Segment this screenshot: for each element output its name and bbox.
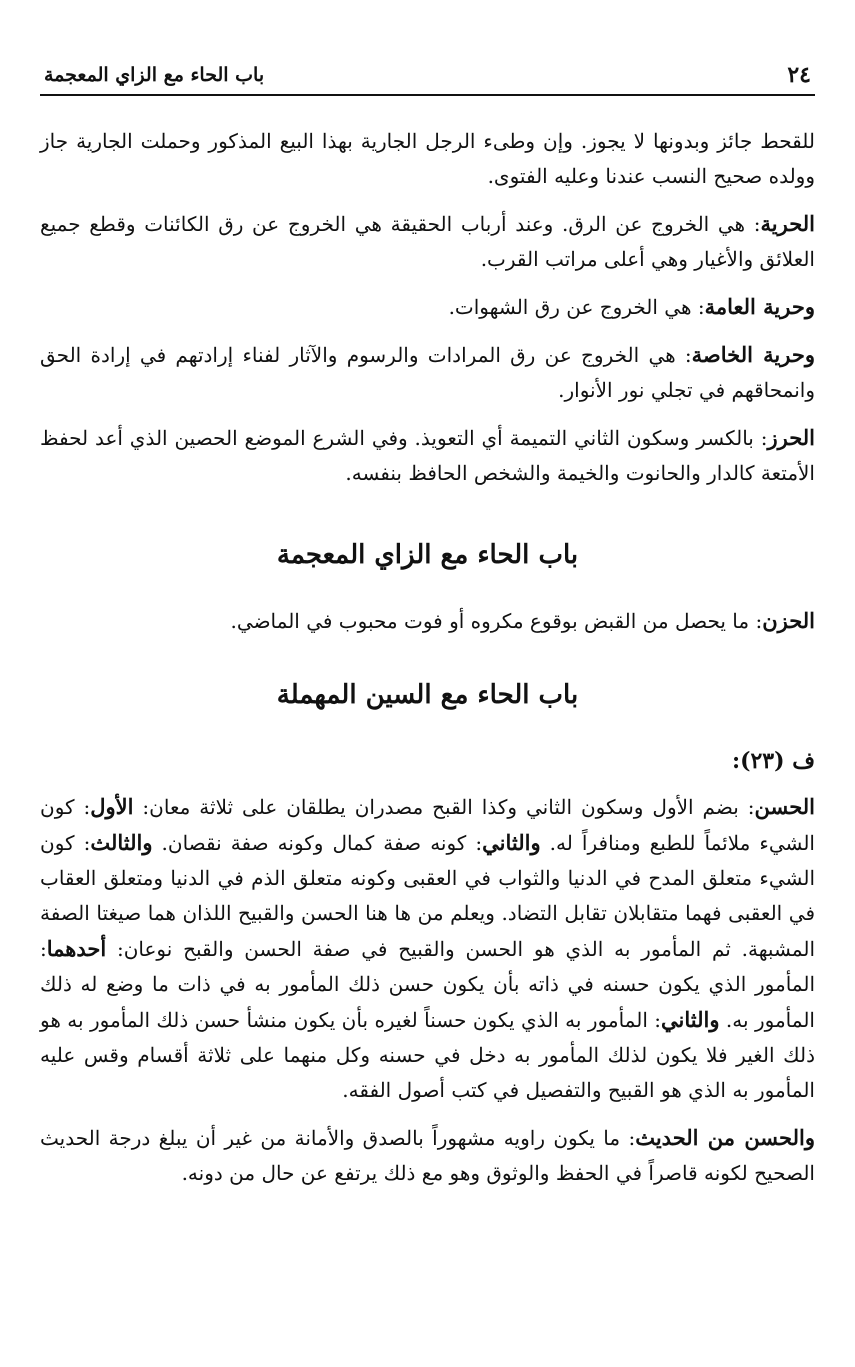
entry-term: وحرية الخاصة (691, 342, 815, 367)
page-header (40, 56, 815, 96)
entry-text: : بضم الأول وسكون الثاني وكذا القبح مصدران يطلقان على ثلاثة معان: (133, 795, 755, 819)
running-title: باب الحاء مع الزاي المعجمة (44, 64, 265, 86)
entry-text: : ما يكون راويه مشهوراً بالصدق والأمانة من غير أن يبلغ درجة الحديث الصحيح لكونه قاصراً في الحفظ والوثوق وهو مع ذلك يرتفع عن حال من دونه. (40, 1126, 815, 1185)
entry-term: الحزن (762, 608, 815, 633)
entry-term: الحرية (760, 211, 815, 236)
entry-text: : كون الشيء ملائماً للطبع ومنافراً له. (40, 795, 815, 855)
entry-term: الأول (90, 794, 134, 819)
chapter-heading: باب الحاء مع الزاي المعجمة (276, 540, 579, 570)
paragraph-continuation (40, 124, 815, 194)
entry-text: : هي الخروج عن رق الشهوات. (448, 295, 705, 319)
entry-term: والحسن من الحديث (635, 1125, 815, 1150)
entry-huzn (40, 603, 815, 639)
entry-term: والثاني (482, 830, 541, 855)
entry-term: وحرية العامة (704, 294, 815, 319)
paragraph-text: للقحط جائز وبدونها لا يجوز. وإن وطىء الرجل الجارية بهذا البيع المذكور وحملت الجارية جاز وولده صحيح النسب عندنا وعليه الفتوى. (40, 129, 815, 188)
entry-hurriya-amma (40, 289, 815, 325)
entry-text: : المأمور الذي يكون حسنه في ذاته بأن يكون حسن ذلك المأمور به في ذات ما وضع له ذلك المأمور به. (40, 937, 815, 1032)
entry-text: : كونه صفة كمال وكونه صفة نقصان. (152, 831, 483, 855)
entry-term: أحدهما (46, 936, 107, 961)
entry-text: : هي الخروج عن رق المرادات والرسوم والآثار لفناء إرادتهم في إرادة الحق وانمحاقهم في تجلي نور الأنوار. (40, 343, 815, 402)
page-number: ٢٤ (787, 62, 811, 88)
section-marker: ف (٢٣): (731, 748, 815, 774)
page-content (40, 124, 815, 1203)
entry-term: الحسن (754, 794, 815, 819)
entry-term: والثالث (90, 830, 153, 855)
entry-hasan-hadith (40, 1120, 815, 1191)
entry-text: : هي الخروج عن الرق. وعند أرباب الحقيقة هي الخروج عن رق الكائنات وقطع جميع العلائق والأغيار وهي أعلى مراتب القرب. (40, 212, 815, 271)
entry-term: الحرز (767, 425, 815, 450)
entry-hasan (40, 789, 815, 1108)
entry-term: والثاني (661, 1007, 720, 1032)
entry-hurriya (40, 206, 815, 277)
entry-hirz (40, 420, 815, 491)
entry-text: : بالكسر وسكون الثاني التميمة أي التعويذ. وفي الشرع الموضع الحصين الذي أعد لحفظ الأمتعة كالدار والحانوت والخيمة والشخص الحافظ بنفسه. (40, 426, 815, 485)
entry-hurriya-khassa (40, 337, 815, 408)
entry-text: : المأمور به الذي يكون حسناً لغيره بأن يكون منشأ حسن ذلك المأمور به هو ذلك الغير فلا يكون لذلك المأمور به دخل في حسنه وكل منهما على ثلاثة أقسام وقس عليه المأمور به الذي هو القبيح والتفصيل في كتب أصول الفقه. (40, 1008, 815, 1102)
chapter-heading: باب الحاء مع السين المهملة (276, 680, 579, 710)
entry-text: : ما يحصل من القبض بوقوع مكروه أو فوت محبوب في الماضي. (230, 609, 763, 633)
entry-text: : كون الشيء متعلق المدح في الدنيا والثواب في العقبى وكونه متعلق الذم في الدنيا ومتعلق العقاب في العقبى فهما متقابلان تقابل التضاد. ويعلم من ها هنا الحسن والقبيح اللذان هما صيغتا الصفة المشبهة. ثم المأمور به الذي هو الحسن والقبيح في صفة الحسن والقبح نوعان: (40, 831, 816, 961)
